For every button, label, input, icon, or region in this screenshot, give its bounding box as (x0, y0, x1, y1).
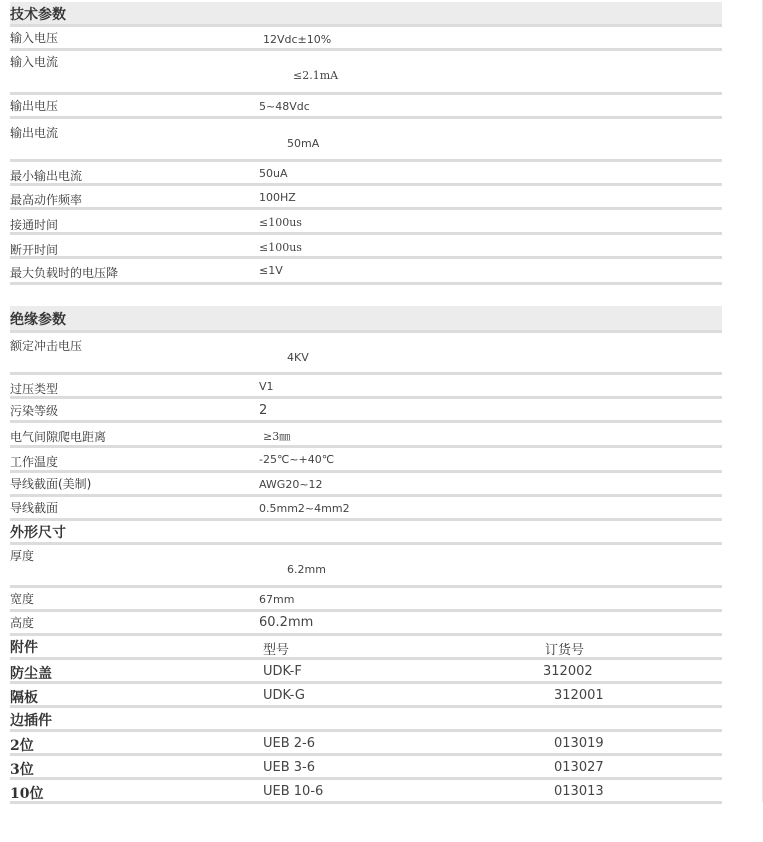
edge-plug-order: 013019 (554, 736, 604, 751)
row-label: 最大负载时的电压降 (10, 266, 119, 280)
row-value: V1 (259, 380, 274, 393)
row-value: 67mm (259, 593, 295, 606)
row-label: 厚度 (10, 549, 35, 563)
row-value: AWG20~12 (259, 478, 323, 491)
edge-plug-title: 边插件 (10, 713, 52, 729)
row-value: 60.2mm (259, 615, 314, 630)
edge-plug-model: UEB 10-6 (263, 784, 324, 799)
row-value: ≥3㎜ (263, 430, 291, 443)
insulation-row (10, 333, 722, 375)
edge-plug-order: 013013 (554, 784, 604, 799)
accessory-name: 隔板 (10, 690, 38, 706)
dimensions-section-header (10, 521, 722, 545)
insulation-row (10, 497, 722, 521)
insulation-row (10, 448, 722, 473)
edge-plug-model: UEB 2-6 (263, 736, 316, 751)
accessory-model: UDK-F (263, 664, 302, 679)
accessory-model: UDK-G (263, 688, 305, 703)
insulation-row (10, 375, 722, 399)
tech-section-title: 技术参数 (10, 7, 66, 23)
accessory-row (10, 684, 722, 708)
row-label: 输入电流 (10, 55, 59, 69)
accessories-header-row (10, 636, 722, 660)
row-value: ≤100us (259, 241, 302, 254)
edge-plug-name: 2位 (10, 738, 34, 754)
row-label: 最小输出电流 (10, 169, 83, 183)
edge-plug-name: 3位 (10, 762, 34, 778)
row-value: 50mA (287, 137, 320, 150)
accessories-col-model: 型号 (263, 643, 290, 658)
row-label: 接通时间 (10, 218, 59, 232)
tech-row (10, 210, 722, 235)
row-value: ≤1V (259, 264, 283, 277)
row-value: ≤2.1mA (293, 69, 339, 82)
row-value: 50uA (259, 167, 288, 180)
tech-row (10, 119, 722, 162)
row-label: 过压类型 (10, 382, 59, 396)
insulation-row (10, 399, 722, 423)
edge-plug-row (10, 780, 722, 804)
edge-plug-order: 013027 (554, 760, 604, 775)
insulation-row (10, 423, 722, 448)
row-value: 5~48Vdc (259, 100, 310, 113)
insulation-section-header (10, 306, 722, 333)
row-label: 电气间隙爬电距离 (10, 430, 107, 444)
row-value: 100HZ (259, 191, 296, 204)
row-value: 4KV (287, 351, 309, 364)
accessory-order: 312001 (554, 688, 604, 703)
edge-plug-row (10, 756, 722, 780)
accessory-order: 312002 (543, 664, 593, 679)
row-value: 12Vdc±10% (263, 33, 332, 46)
tech-row (10, 51, 722, 95)
row-label: 输入电压 (10, 31, 59, 45)
edge-plug-row (10, 732, 722, 756)
row-label: 额定冲击电压 (10, 339, 83, 353)
row-label: 输出电压 (10, 99, 59, 113)
edge-plug-name: 10位 (10, 786, 44, 802)
row-value: -25℃~+40℃ (259, 453, 335, 466)
row-label: 最高动作频率 (10, 193, 83, 207)
dimensions-row (10, 612, 722, 636)
row-value: 0.5mm2~4mm2 (259, 502, 350, 515)
row-value: 6.2mm (287, 563, 326, 576)
tech-row (10, 186, 722, 210)
row-label: 输出电流 (10, 126, 59, 140)
insulation-section-title: 绝缘参数 (10, 312, 66, 328)
edge-plug-model: UEB 3-6 (263, 760, 316, 775)
row-label: 污染等级 (10, 404, 59, 418)
row-label: 导线截面 (10, 501, 59, 515)
dimensions-section-title: 外形尺寸 (10, 525, 66, 541)
dimensions-row (10, 545, 722, 588)
row-label: 高度 (10, 616, 35, 630)
dimensions-row (10, 588, 722, 612)
row-label: 导线截面(美制) (10, 477, 92, 491)
row-label: 宽度 (10, 592, 35, 606)
tech-row (10, 235, 722, 259)
tech-section-header (10, 2, 722, 27)
accessories-col-order: 订货号 (545, 643, 585, 658)
row-label: 断开时间 (10, 243, 59, 257)
tech-row (10, 27, 722, 51)
tech-row (10, 162, 722, 186)
accessory-row (10, 660, 722, 684)
edge-plug-header-row (10, 708, 722, 732)
tech-row (10, 259, 722, 285)
accessory-name: 防尘盖 (10, 666, 52, 682)
row-label: 工作温度 (10, 455, 59, 469)
row-value: 2 (259, 403, 268, 418)
accessories-col-name: 附件 (10, 640, 38, 656)
insulation-row (10, 473, 722, 497)
tech-row (10, 95, 722, 119)
row-value: ≤100us (259, 216, 302, 229)
